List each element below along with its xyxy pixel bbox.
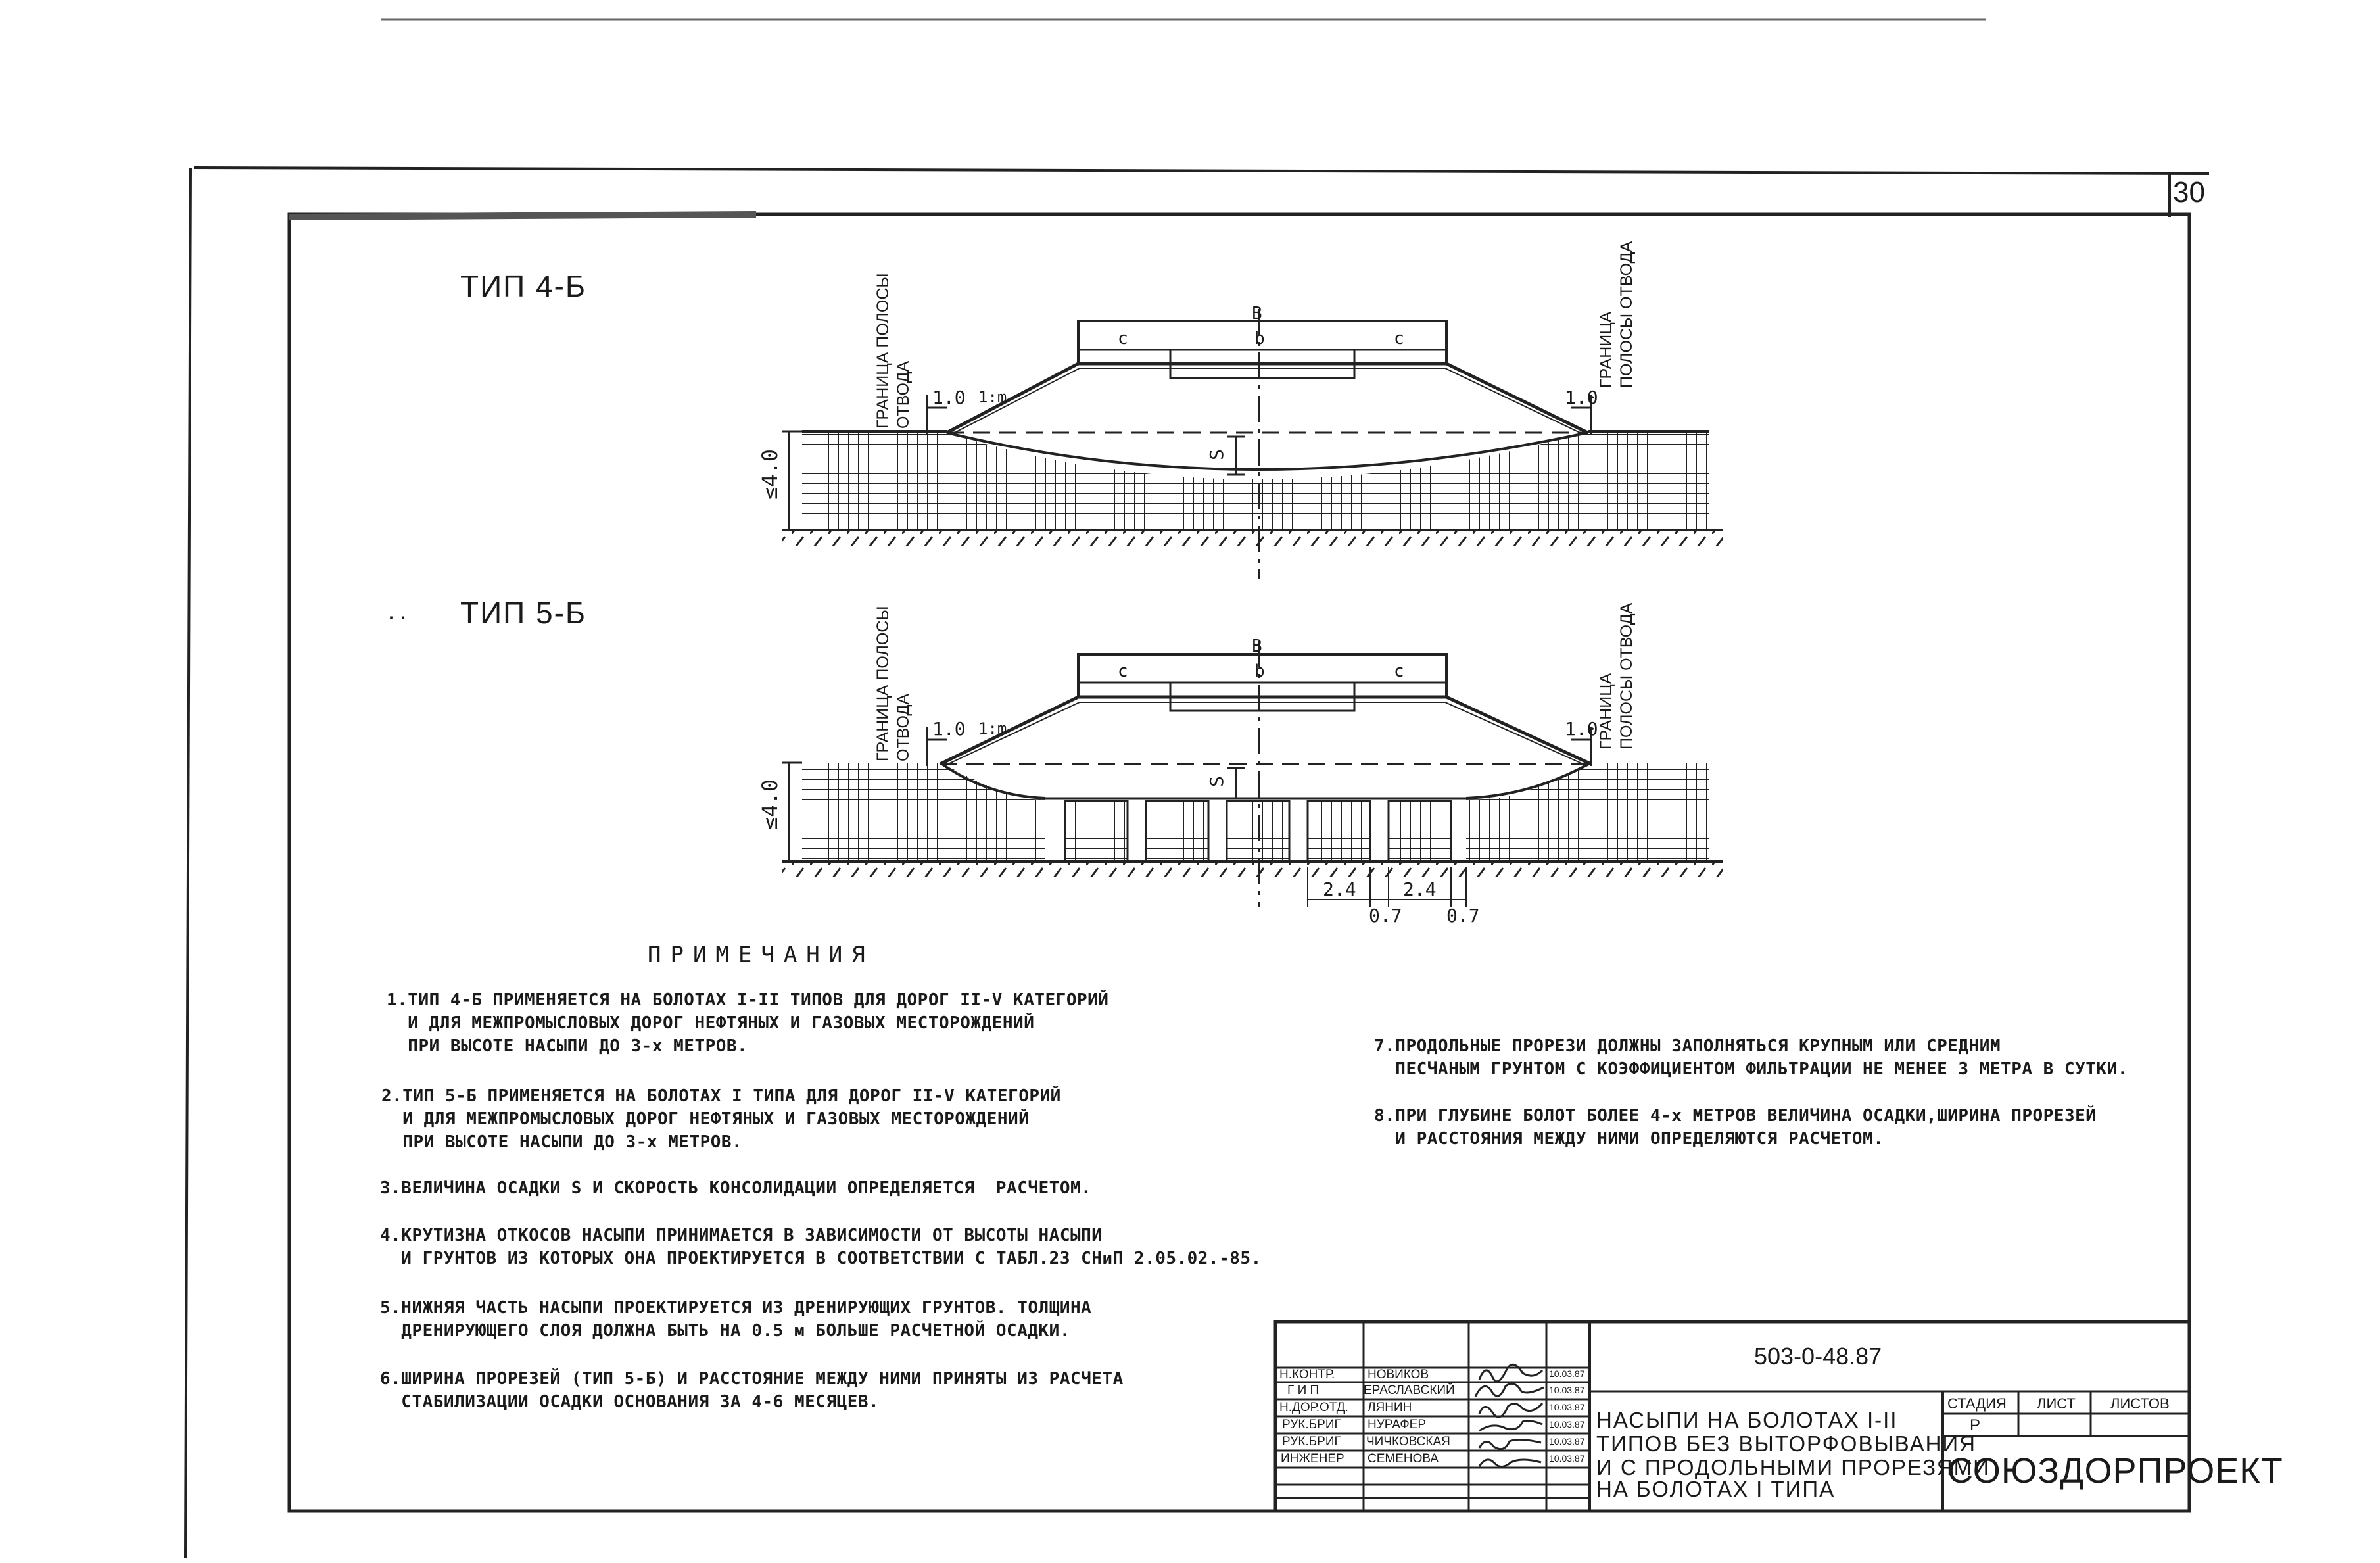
drawing-1-offset-right: 1.0 <box>1565 387 1598 408</box>
note-6: 6.ШИРИНА ПРОРЕЗЕЙ (ТИП 5-Б) И РАССТОЯНИЕ МЕЖДУ НИМИ ПРИНЯТЫ ИЗ РАСЧЕТА СТАБИЛИЗАЦИИ ОСАДКИ ОСНОВАНИЯ ЗА 4-6 МЕСЯЦЕВ. <box>380 1369 1124 1412</box>
left-boundary-line-2: ОТВОДА <box>894 360 913 429</box>
sig-role: ИНЖЕНЕР <box>1281 1452 1345 1466</box>
sig-date: 10.03.87 <box>1549 1385 1585 1395</box>
dim-gap-2: 0.7 <box>1446 905 1480 926</box>
drawing-1-width-c-right: c <box>1394 329 1404 349</box>
drawing-title <box>1596 1408 1990 1499</box>
drawing-2-settlement: S <box>1205 776 1227 787</box>
drawing-2-width-total: B <box>1252 637 1262 656</box>
sig-role: РУК.БРИГ <box>1282 1435 1341 1449</box>
drawing-2-depth: ≤4.0 <box>757 779 782 830</box>
sig-date: 10.03.87 <box>1549 1453 1585 1464</box>
stage-header: СТАДИЯ <box>1947 1395 2007 1412</box>
frame-shadow <box>289 214 756 217</box>
left-boundary-line-1: ГРАНИЦА ПОЛОСЫ <box>874 273 892 429</box>
signature-row <box>1278 1451 1587 1468</box>
sig-role: Н.КОНТР. <box>1279 1368 1335 1382</box>
signatures-table <box>1278 1368 1587 1510</box>
sig-name: ЕРАСЛАВСКИЙ <box>1364 1383 1455 1397</box>
note-7: 7.ПРОДОЛЬНЫЕ ПРОРЕЗИ ДОЛЖНЫ ЗАПОЛНЯТЬСЯ КРУПНЫМ ИЛИ СРЕДНИМ ПЕСЧАНЫМ ГРУНТОМ С КОЭФФИЦИЕНТОМ ФИЛЬТРАЦИИ НЕ МЕНЕЕ 3 МЕТРА В СУТКИ. <box>1374 1036 2128 1079</box>
left-boundary-line-1: ГРАНИЦА ПОЛОСЫ <box>874 606 892 761</box>
sheet-header: ЛИСТ <box>2037 1395 2076 1412</box>
sig-role: Н.ДОР.ОТД. <box>1279 1401 1348 1414</box>
dim-gap-1: 0.7 <box>1369 905 1402 926</box>
signature-row <box>1278 1416 1587 1433</box>
document-code: 503-0-48.87 <box>1754 1343 1882 1370</box>
drawing-type-5b <box>782 641 1723 907</box>
drawing-2-left-boundary <box>873 606 914 761</box>
sig-name: ЧИЧКОВСКАЯ <box>1366 1435 1450 1449</box>
signature-row <box>1278 1382 1587 1399</box>
signature-row <box>1278 1399 1587 1416</box>
dim-cut-1: 2.4 <box>1323 878 1356 900</box>
stray-mark: .. <box>385 602 410 625</box>
sig-date: 10.03.87 <box>1549 1402 1585 1412</box>
right-boundary-line-2: ПОЛОСЫ ОТВОДА <box>1617 241 1636 388</box>
drawing-title-line-4: НА БОЛОТАХ I ТИПА <box>1596 1477 1836 1501</box>
sig-date: 10.03.87 <box>1549 1419 1585 1430</box>
sig-name: НУРАФЕР <box>1368 1418 1427 1431</box>
sig-role: РУК.БРИГ <box>1282 1418 1341 1431</box>
drawing-1-label: ТИП 4-Б <box>460 269 587 303</box>
signature-row <box>1278 1368 1587 1382</box>
sig-role: Г И П <box>1287 1383 1320 1397</box>
sig-date: 10.03.87 <box>1549 1436 1585 1447</box>
page-number: 30 <box>2173 176 2205 208</box>
right-boundary-line-1: ГРАНИЦА <box>1597 311 1615 388</box>
drawing-title-line-2: ТИПОВ БЕЗ ВЫТОРФОВЫВАНИЯ <box>1596 1431 1976 1456</box>
right-boundary-line-2: ПОЛОСЫ ОТВОДА <box>1617 602 1636 750</box>
organization-name: СОЮЗДОРПРОЕКТ <box>1947 1451 2283 1491</box>
drawing-title-line-3: И С ПРОДОЛЬНЫМИ ПРОРЕЗЯМИ <box>1596 1455 1990 1479</box>
drawing-1-left-boundary <box>873 273 914 429</box>
sheets-header: ЛИСТОВ <box>2110 1395 2170 1412</box>
drawing-1-width-total: B <box>1252 304 1262 324</box>
sig-date: 10.03.87 <box>1549 1368 1585 1379</box>
sig-name: СЕМЕНОВА <box>1368 1452 1439 1466</box>
drawing-title-line-1: НАСЫПИ НА БОЛОТАХ I-II <box>1596 1408 1898 1432</box>
note-2: 2.ТИП 5-Б ПРИМЕНЯЕТСЯ НА БОЛОТАХ I ТИПА ДЛЯ ДОРОГ II-V КАТЕГОРИЙ И ДЛЯ МЕЖПРОМЫСЛОВЫХ ДОРОГ НЕФТЯНЫХ И ГАЗОВЫХ МЕСТОРОЖДЕНИЙ ПРИ ВЫСОТЕ НАСЫПИ ДО 3-х МЕТРОВ. <box>381 1086 1061 1152</box>
note-5: 5.НИЖНЯЯ ЧАСТЬ НАСЫПИ ПРОЕКТИРУЕТСЯ ИЗ ДРЕНИРУЮЩИХ ГРУНТОВ. ТОЛЩИНА ДРЕНИРУЮЩЕГО СЛОЯ ДОЛЖНА БЫТЬ НА 0.5 м БОЛЬШЕ РАСЧЕТНОЙ ОСАДКИ. <box>380 1298 1092 1341</box>
drawing-1-settlement: S <box>1205 449 1227 460</box>
note-1: 1.ТИП 4-Б ПРИМЕНЯЕТСЯ НА БОЛОТАХ I-II ТИПОВ ДЛЯ ДОРОГ II-V КАТЕГОРИЙ И ДЛЯ МЕЖПРОМЫСЛОВЫХ ДОРОГ НЕФТЯНЫХ И ГАЗОВЫХ МЕСТОРОЖДЕНИЙ ПРИ ВЫСОТЕ НАСЫПИ ДО 3-х МЕТРОВ. <box>387 990 1109 1056</box>
sig-name: ЛЯНИН <box>1368 1401 1412 1414</box>
drawing-2-width-c-left: c <box>1118 661 1128 681</box>
drawing-1-right-boundary <box>1596 241 1637 388</box>
signature-row <box>1278 1433 1587 1451</box>
sig-name: НОВИКОВ <box>1368 1368 1429 1382</box>
drawing-2-width-b: b <box>1254 661 1265 681</box>
drawing-1-width-b: b <box>1254 329 1265 349</box>
right-boundary-line-1: ГРАНИЦА <box>1597 673 1615 750</box>
notes-title: ПРИМЕЧАНИЯ <box>648 942 874 968</box>
note-4: 4.КРУТИЗНА ОТКОСОВ НАСЫПИ ПРИНИМАЕТСЯ В ЗАВИСИМОСТИ ОТ ВЫСОТЫ НАСЫПИ И ГРУНТОВ ИЗ КОТОРЫХ ОНА ПРОЕКТИРУЕТСЯ В СООТВЕТСТВИИ С ТАБЛ.23 СНиП 2.05.02.-85. <box>380 1226 1262 1268</box>
drawing-type-4b <box>782 309 1723 579</box>
note-8: 8.ПРИ ГЛУБИНЕ БОЛОТ БОЛЕЕ 4-х МЕТРОВ ВЕЛИЧИНА ОСАДКИ,ШИРИНА ПРОРЕЗЕЙ И РАССТОЯНИЯ МЕЖДУ НИМИ ОПРЕДЕЛЯЮТСЯ РАСЧЕТОМ. <box>1374 1106 2097 1149</box>
drawing-1-width-c-left: c <box>1118 329 1128 349</box>
drawing-2-width-c-right: c <box>1394 661 1404 681</box>
drawing-2-offset-left: 1.0 <box>932 718 966 740</box>
drawing-2-slope: 1:m <box>978 719 1007 738</box>
left-boundary-line-2: ОТВОДА <box>894 693 913 761</box>
drawing-1-slope: 1:m <box>978 388 1007 406</box>
note-3: 3.ВЕЛИЧИНА ОСАДКИ S И СКОРОСТЬ КОНСОЛИДАЦИИ ОПРЕДЕЛЯЕТСЯ РАСЧЕТОМ. <box>380 1178 1092 1198</box>
dim-cut-2: 2.4 <box>1403 878 1437 900</box>
drawing-2-right-boundary <box>1596 603 1637 750</box>
stage-value: Р <box>1970 1416 1981 1434</box>
drawing-1-offset-left: 1.0 <box>932 387 966 408</box>
drawing-1-depth: ≤4.0 <box>757 448 782 500</box>
drawing-2-offset-right: 1.0 <box>1565 718 1598 740</box>
drawing-2-label: ТИП 5-Б <box>460 596 587 630</box>
